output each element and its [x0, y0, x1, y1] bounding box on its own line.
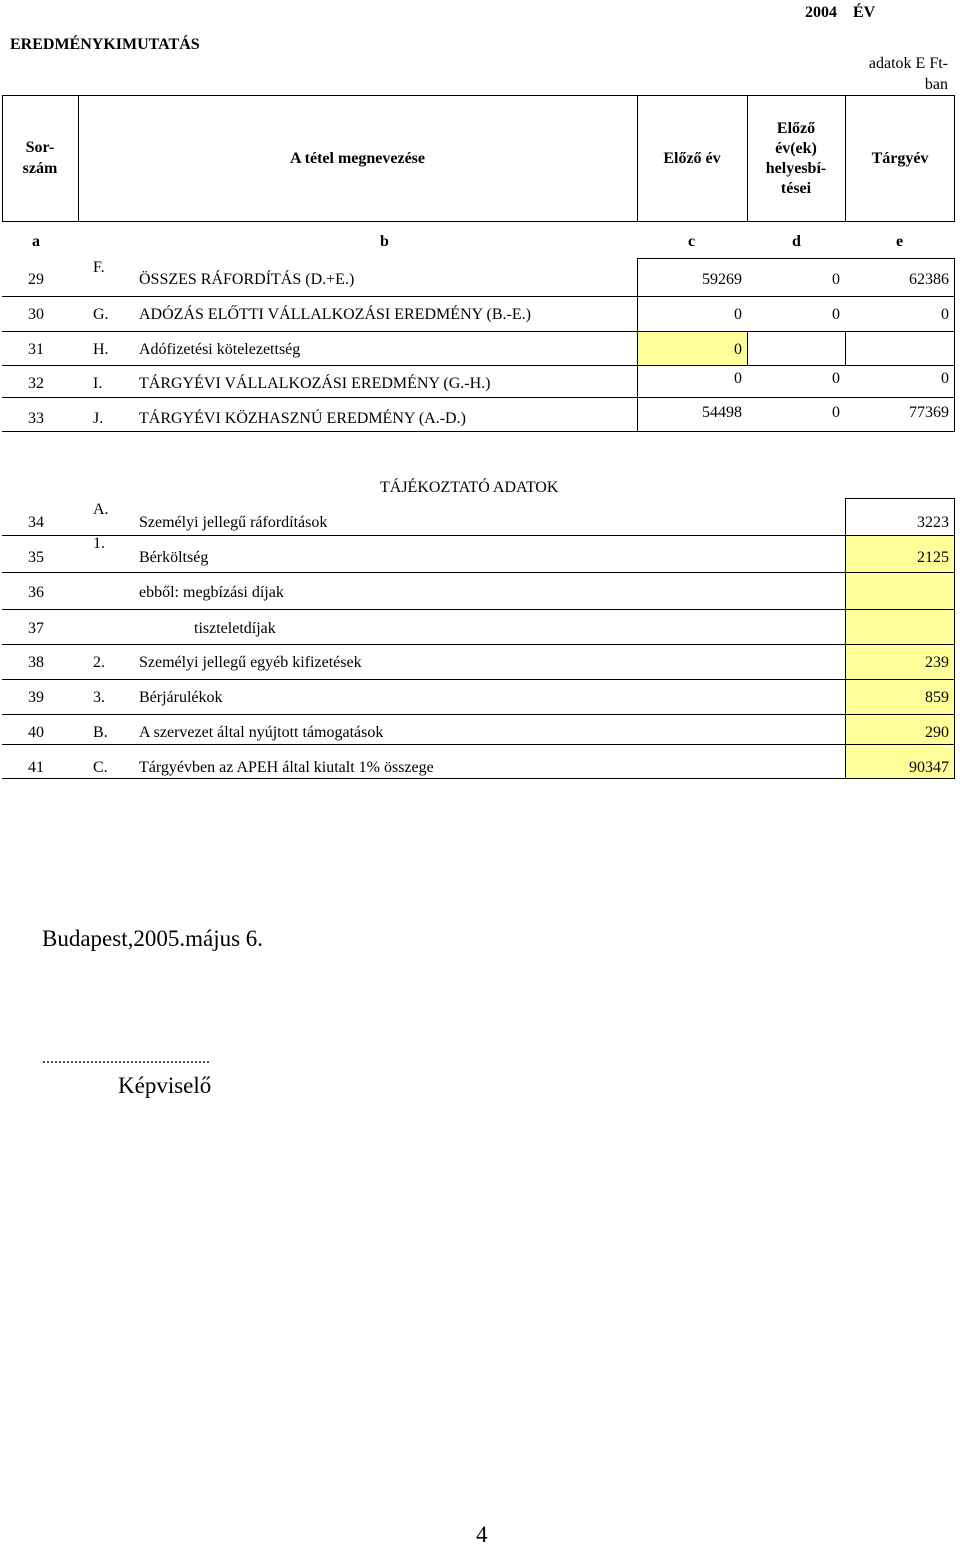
- row-code: A.: [93, 501, 109, 518]
- cell-prev-adj: 0: [832, 271, 840, 288]
- cell-prev-year: 59269: [702, 271, 742, 288]
- row-number: 33: [28, 410, 44, 427]
- col-prev-adj-l1: Előző: [776, 120, 816, 137]
- row-label: TÁRGYÉVI VÁLLALKOZÁSI EREDMÉNY (G.-H.): [139, 375, 491, 392]
- row-value: 2125: [917, 549, 949, 566]
- row-number: 40: [28, 724, 44, 741]
- row-code: H.: [93, 341, 109, 358]
- row-code: B.: [93, 724, 108, 741]
- row-label: Bérjárulékok: [139, 689, 223, 706]
- col-sorszam-l1: Sor-: [25, 139, 55, 156]
- cell-current-year: 77369: [909, 404, 949, 421]
- row-number: 41: [28, 759, 44, 776]
- representative-label: Képviselő: [118, 1073, 212, 1098]
- info-section-title: TÁJÉKOZTATÓ ADATOK: [380, 479, 559, 496]
- row-code: 2.: [93, 654, 105, 671]
- row-label: Bérköltség: [139, 549, 209, 566]
- row-label: tiszteletdíjak: [194, 620, 276, 637]
- unit-line-1: adatok E Ft-: [868, 55, 948, 72]
- row-number: 32: [28, 375, 44, 392]
- row-number: 38: [28, 654, 44, 671]
- row-code: F.: [93, 259, 105, 276]
- col-letter-e: e: [896, 233, 904, 250]
- row-code: I.: [93, 375, 103, 392]
- cell-prev-adj: 0: [832, 370, 840, 387]
- row-label: Adófizetési kötelezettség: [139, 341, 301, 358]
- col-prev-adj-l3: helyesbí-: [765, 160, 827, 177]
- row-code: C.: [93, 759, 108, 776]
- year-label: ÉV: [853, 4, 876, 21]
- row-value: 3223: [917, 514, 949, 531]
- row-code: J.: [93, 410, 104, 427]
- row-label: ÖSSZES RÁFORDÍTÁS (D.+E.): [139, 271, 355, 288]
- row-code: 1.: [93, 535, 105, 552]
- row-value: 90347: [909, 759, 949, 776]
- row-label: ADÓZÁS ELŐTTI VÁLLALKOZÁSI EREDMÉNY (B.-E.): [139, 306, 531, 323]
- row-number: 29: [28, 271, 44, 288]
- col-prev-adj-l4: tései: [780, 180, 812, 197]
- row-label: Tárgyévben az APEH által kiutalt 1% összege: [139, 759, 434, 776]
- page-number: 4: [476, 1522, 488, 1547]
- cell-current-year: 0: [941, 306, 949, 323]
- cell-current-year: 0: [941, 370, 949, 387]
- row-label: A szervezet által nyújtott támogatások: [139, 724, 384, 741]
- row-label: Személyi jellegű ráfordítások: [139, 514, 328, 531]
- unit-line-2: ban: [924, 76, 948, 93]
- row-number: 36: [28, 584, 44, 601]
- col-prev-year: Előző év: [663, 150, 721, 167]
- col-letter-d: d: [792, 233, 801, 250]
- row-value: 859: [925, 689, 949, 706]
- signature-line: ..........................................: [42, 1050, 210, 1067]
- cell-current-year: 62386: [909, 271, 949, 288]
- col-letter-a: a: [32, 233, 40, 250]
- cell-prev-year: 0: [734, 306, 742, 323]
- row-value: 290: [925, 724, 949, 741]
- row-number: 31: [28, 341, 44, 358]
- row-code: G.: [93, 306, 109, 323]
- cell-prev-year: 0: [734, 341, 742, 358]
- row-code: 3.: [93, 689, 105, 706]
- col-letter-b: b: [380, 233, 389, 250]
- year: 2004: [805, 4, 837, 21]
- row-label: ebből: megbízási díjak: [139, 584, 284, 601]
- col-letter-c: c: [688, 233, 696, 250]
- col-name: A tétel megnevezése: [289, 150, 426, 167]
- row-number: 34: [28, 514, 44, 531]
- cell-prev-year: 54498: [702, 404, 742, 421]
- col-sorszam-l2: szám: [22, 160, 58, 177]
- row-number: 37: [28, 620, 44, 637]
- page-title: EREDMÉNYKIMUTATÁS: [10, 36, 200, 53]
- row-label: Személyi jellegű egyéb kifizetések: [139, 654, 362, 671]
- cell-prev-adj: 0: [832, 404, 840, 421]
- row-number: 30: [28, 306, 44, 323]
- cell-prev-adj: 0: [832, 306, 840, 323]
- place-date: Budapest,2005.május 6.: [42, 926, 264, 951]
- row-number: 39: [28, 689, 44, 706]
- row-value: 239: [925, 654, 949, 671]
- row-label: TÁRGYÉVI KÖZHASZNÚ EREDMÉNY (A.-D.): [139, 410, 466, 427]
- cell-prev-year: 0: [734, 370, 742, 387]
- col-prev-adj-l2: év(ek): [775, 140, 817, 157]
- col-current-year: Tárgyév: [871, 150, 929, 167]
- row-number: 35: [28, 549, 44, 566]
